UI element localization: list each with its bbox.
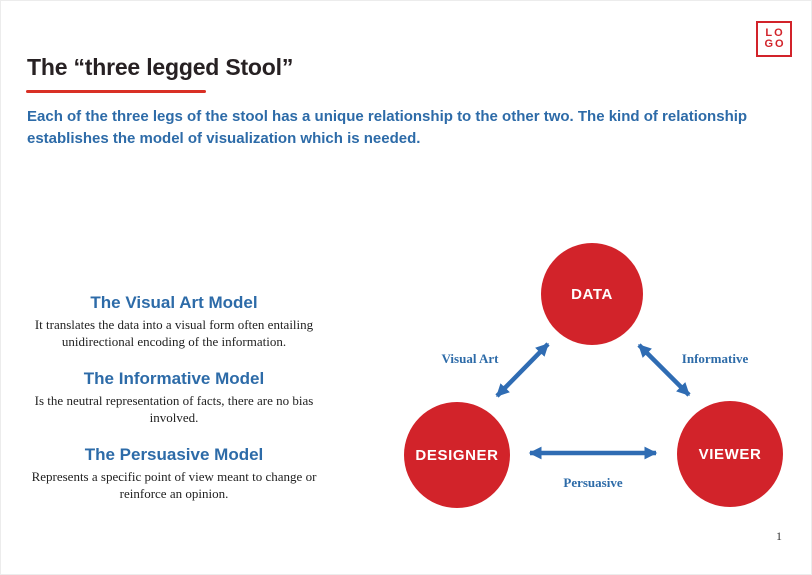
model-persuasive-body: Represents a specific point of view meant to change or reinforce an opinion.: [31, 469, 317, 501]
node-data-label: DATA: [571, 285, 613, 303]
page-number: 1: [776, 529, 782, 543]
edge-label-visual-art: Visual Art: [441, 351, 499, 366]
node-viewer-label: VIEWER: [698, 445, 762, 463]
edge-label-informative: Informative: [681, 351, 749, 366]
model-informative-body: Is the neutral representation of facts, there are no bias involved.: [34, 393, 314, 425]
node-designer: [404, 402, 510, 508]
logo-line-1: LO: [765, 27, 785, 39]
subtitle: Each of the three legs of the stool has a unique relationship to the other two. The kind of relationship establishes the model of visualization which is needed.: [27, 108, 748, 147]
node-designer-label: DESIGNER: [415, 446, 499, 464]
page-title: The “three legged Stool”: [27, 54, 294, 80]
edge-label-persuasive: Persuasive: [563, 475, 623, 490]
node-data: [541, 243, 643, 345]
model-visual-art-heading: The Visual Art Model: [90, 293, 258, 312]
model-persuasive-heading: The Persuasive Model: [84, 445, 264, 464]
node-viewer: [677, 401, 783, 507]
model-informative-heading: The Informative Model: [83, 369, 265, 388]
model-visual-art-body: It translates the data into a visual form often entailing unidirectional encoding of the information.: [34, 317, 314, 349]
arrow-visual-art: [497, 344, 548, 396]
logo-line-2: GO: [764, 38, 786, 50]
